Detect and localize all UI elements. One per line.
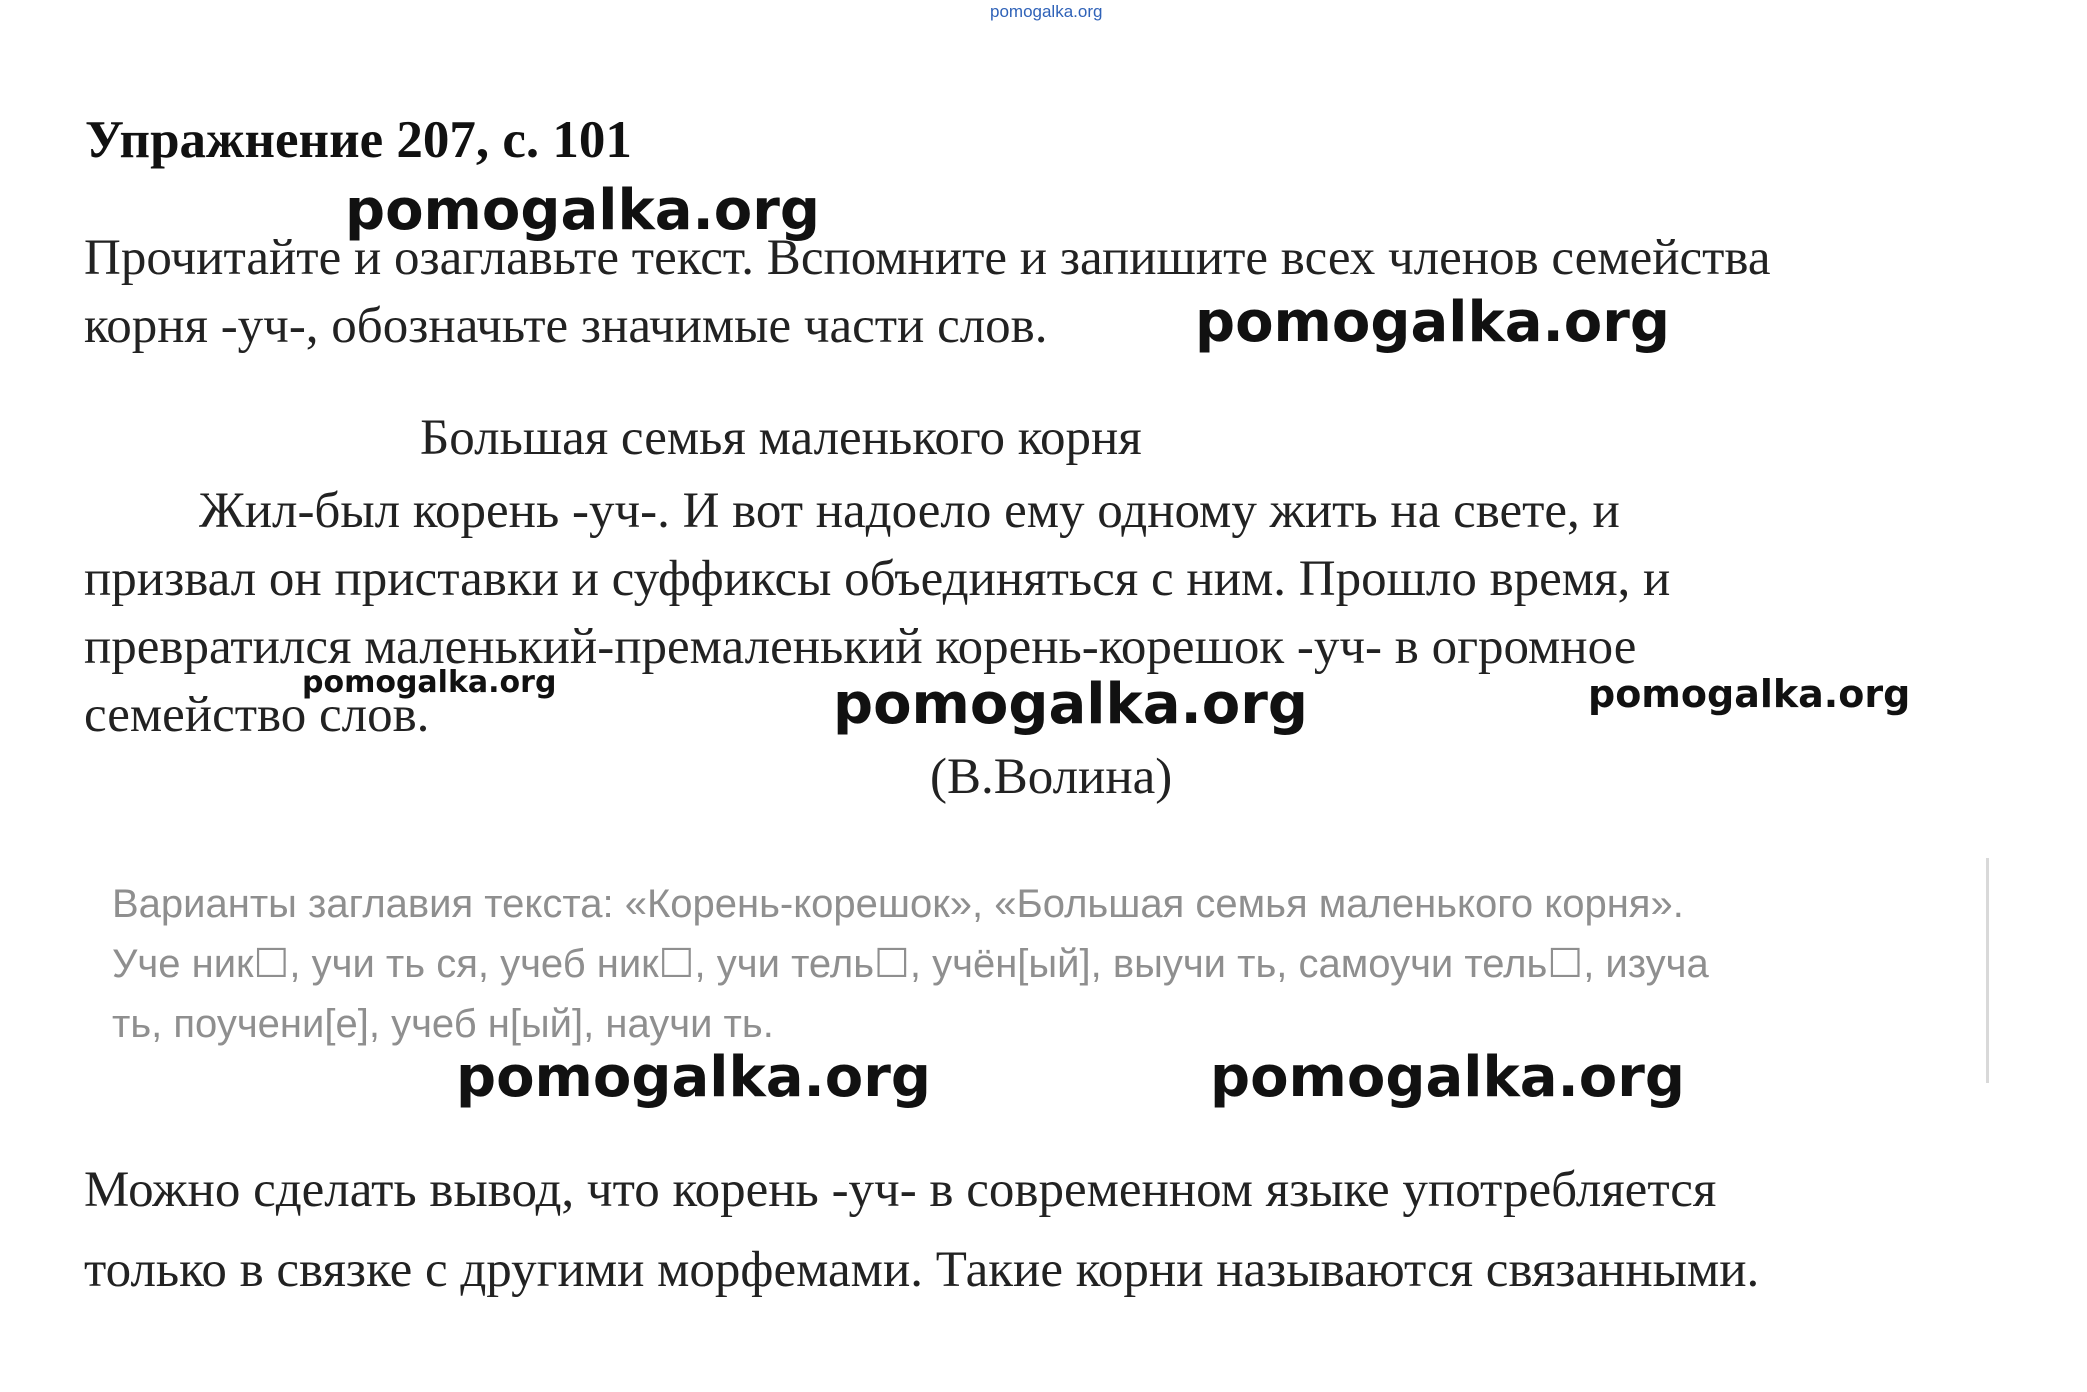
story-author: (В.Волина)	[930, 749, 1173, 805]
story-line-2: призвал он приставки и суффиксы объединяться с ним. Прошло время, и	[84, 551, 1671, 607]
answer-line-2: Уче ник☐, учи ть ся, учеб ник☐, учи тель☐, учён[ый], выучи ть, самоучи тель☐, изуча	[112, 942, 1709, 986]
story-line-1: Жил-был корень -уч-. И вот надоело ему одному жить на свете, и	[199, 483, 1620, 539]
site-link-top[interactable]: pomogalka.org	[990, 2, 1103, 21]
story-heading: Большая семья маленького корня	[420, 410, 1142, 466]
answer-line-1: Варианты заглавия текста: «Корень-корешок», «Большая семья маленького корня».	[112, 882, 1684, 926]
answer-line-3: ть, поучени[е], учеб н[ый], научи ть.	[112, 1002, 774, 1046]
watermark-4: pomogalka.org	[833, 672, 1308, 737]
answer-text	[112, 874, 1709, 1054]
instruction-line-2: корня -уч-, обозначьте значимые части слов.	[84, 298, 1048, 354]
conclusion-line-2: только в связке с другими морфемами. Такие корни называются связанными.	[84, 1242, 1760, 1298]
watermark-6: pomogalka.org	[456, 1045, 931, 1110]
story-line-3: превратился маленький-премаленький корень-корешок -уч- в огромное	[84, 619, 1637, 675]
instruction-line-1: Прочитайте и озаглавьте текст. Вспомните и запишите всех членов семейства	[84, 230, 1771, 286]
exercise-title: Упражнение 207, с. 101	[85, 111, 632, 169]
conclusion-text	[84, 1150, 1759, 1310]
watermark-7: pomogalka.org	[1210, 1045, 1685, 1110]
watermark-3: pomogalka.org	[302, 665, 557, 700]
conclusion-line-1: Можно сделать вывод, что корень -уч- в современном языке употребляется	[84, 1162, 1717, 1218]
watermark-1: pomogalka.org	[345, 178, 820, 243]
story-line-4: семейство слов.	[84, 687, 430, 743]
watermark-5: pomogalka.org	[1588, 672, 1911, 716]
answer-image-block	[106, 858, 1989, 1083]
watermark-2: pomogalka.org	[1195, 290, 1670, 355]
